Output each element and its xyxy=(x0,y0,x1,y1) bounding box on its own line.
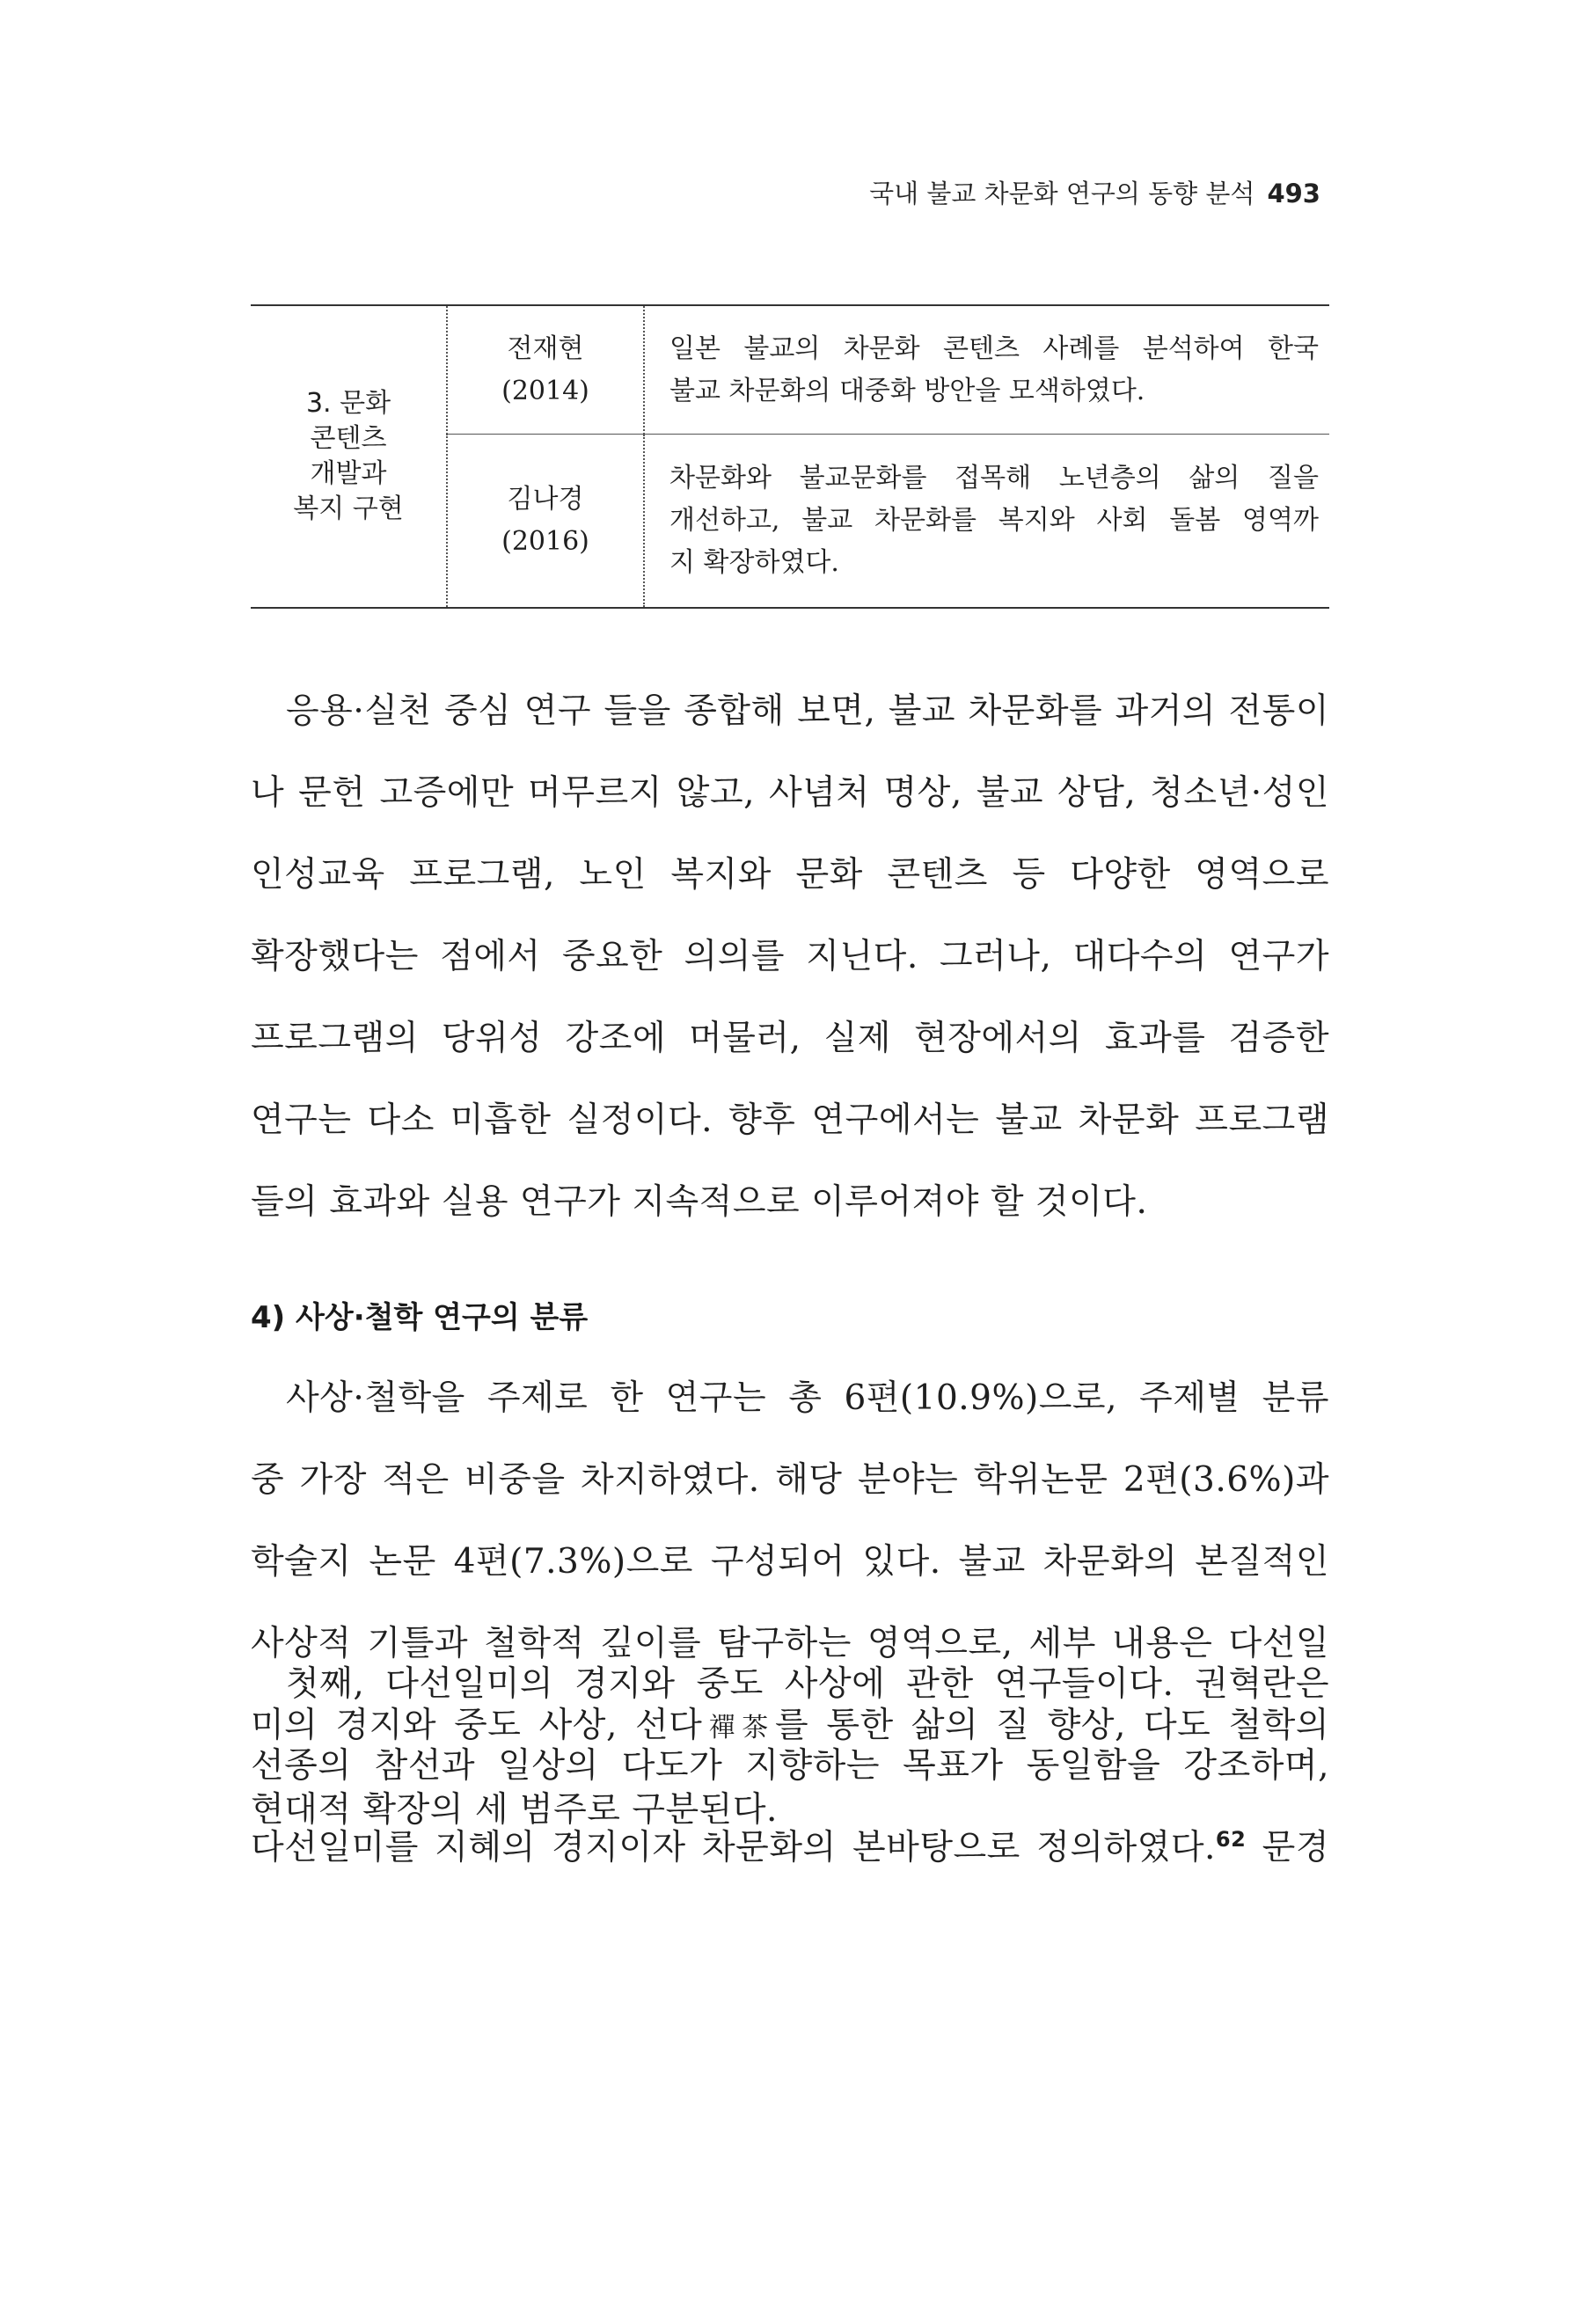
text-segment: 미의 경지와 중도 사상, 선다 xyxy=(251,1706,703,1745)
text-line: 학술지 논문 4편(7.3%)으로 구성되어 있다. 불교 차문화의 본질적인 xyxy=(251,1542,1329,1582)
author-name: 전재현 xyxy=(507,333,584,364)
paragraph-applied-research xyxy=(251,670,1329,1243)
paragraph-first-category xyxy=(251,1643,1329,1889)
footnote-reference[interactable]: 62 xyxy=(1215,1827,1247,1852)
text-segment: 문경 xyxy=(1262,1828,1329,1867)
classification-table xyxy=(251,304,1329,609)
text-line: 중 가장 적은 비중을 차지하였다. 해당 분야는 학위논문 2편(3.6%)과 xyxy=(251,1460,1329,1500)
text-line: 선종의 참선과 일상의 다도가 지향하는 목표가 동일함을 강조하며, xyxy=(251,1746,1329,1786)
summary-line: 지 확장하였다. xyxy=(669,547,839,578)
text-line: 사상·철학을 주제로 한 연구는 총 6편(10.9%)으로, 주제별 분류 xyxy=(286,1378,1329,1418)
category-line: 3. 문화 xyxy=(305,388,391,419)
hanja-term: 禪茶 xyxy=(702,1713,776,1743)
text-line: 나 문헌 고증에만 머무르지 않고, 사념처 명상, 불교 상담, 청소년·성인 xyxy=(251,773,1329,813)
text-line: 들의 효과와 실용 연구가 지속적으로 이루어져야 할 것이다. xyxy=(251,1182,1148,1222)
category-line: 콘텐츠 xyxy=(310,423,387,454)
summary-line: 불교 차문화의 대중화 방안을 모색하였다. xyxy=(669,375,1145,406)
summary-cell xyxy=(644,305,1329,435)
text-segment: 다선일미를 지혜의 경지이자 차문화의 본바탕으로 정의하였다. xyxy=(251,1828,1216,1867)
summary-line: 개선하고, 불교 차문화를 복지와 사회 돌봄 영역까 xyxy=(669,505,1319,536)
text-line: 현대적 확장의 세 범주로 구분된다. xyxy=(251,1790,778,1830)
author-cell xyxy=(447,305,644,435)
author-name: 김나경 xyxy=(507,484,584,515)
category-line: 개발과 xyxy=(310,458,387,489)
text-segment: 를 통한 삶의 질 향상, 다도 철학의 xyxy=(775,1706,1329,1745)
author-year: (2014) xyxy=(501,375,589,406)
text-line: 연구는 다소 미흡한 실정이다. 향후 연구에서는 불교 차문화 프로그램 xyxy=(251,1100,1329,1140)
text-line xyxy=(251,1807,1329,1889)
table-row xyxy=(251,305,1329,435)
section-heading: 4) 사상·철학 연구의 분류 xyxy=(251,1300,589,1335)
text-line: 프로그램의 당위성 강조에 머물러, 실제 현장에서의 효과를 검증한 xyxy=(251,1019,1329,1058)
summary-line: 일본 불교의 차문화 콘텐츠 사례를 분석하여 한국 xyxy=(669,333,1319,364)
text-line: 첫째, 다선일미의 경지와 중도 사상에 관한 연구들이다. 권혁란은 xyxy=(286,1664,1329,1704)
page-number: 493 xyxy=(1267,179,1320,208)
summary-line: 차문화와 불교문화를 접목해 노년층의 삶의 질을 xyxy=(669,463,1319,493)
running-header-title: 국내 불교 차문화 연구의 동향 분석 xyxy=(869,179,1255,208)
text-line: 사상적 기틀과 철학적 깊이를 탐구하는 영역으로, 세부 내용은 다선일 xyxy=(251,1624,1329,1663)
category-cell xyxy=(251,305,447,608)
text-line: 확장했다는 점에서 중요한 의의를 지닌다. 그러나, 대다수의 연구가 xyxy=(251,937,1329,976)
running-header xyxy=(869,174,1320,210)
category-line: 복지 구현 xyxy=(293,493,404,524)
author-cell xyxy=(447,435,644,609)
text-line: 응용·실천 중심 연구 들을 종합해 보면, 불교 차문화를 과거의 전통이 xyxy=(286,691,1329,731)
text-line: 인성교육 프로그램, 노인 복지와 문화 콘텐츠 등 다양한 영역으로 xyxy=(251,855,1329,895)
author-year: (2016) xyxy=(501,526,589,557)
summary-cell xyxy=(644,435,1329,609)
